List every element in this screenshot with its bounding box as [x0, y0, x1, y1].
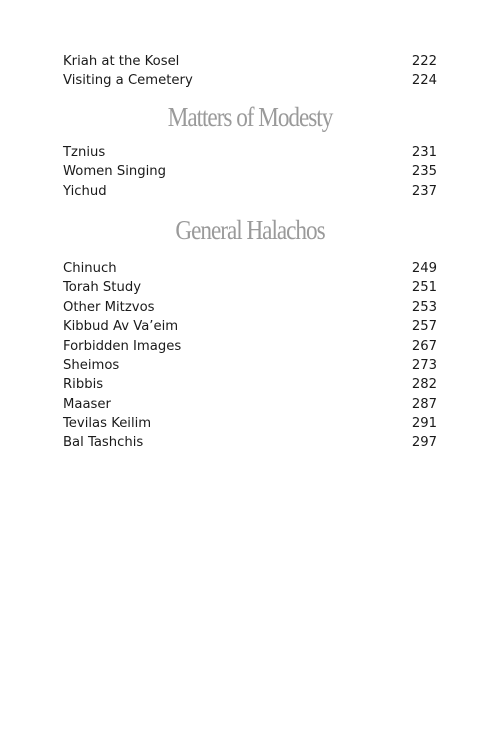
toc-entry	[63, 71, 437, 90]
toc-entry-page: 249	[411, 260, 437, 276]
toc-section-modesty	[63, 143, 437, 201]
toc-entry-page: 297	[411, 435, 437, 451]
toc-entry-title: Kibbud Av Va’eim	[63, 319, 179, 335]
toc-entry	[63, 395, 437, 414]
toc-entry-page: 253	[411, 299, 437, 315]
toc-entry-page: 287	[411, 396, 437, 412]
toc-entry-title: Bal Tashchis	[63, 435, 144, 451]
table-of-contents	[63, 52, 437, 453]
toc-group-top	[63, 52, 437, 91]
toc-entry-title: Tznius	[63, 144, 106, 160]
toc-entry-page: 222	[411, 54, 437, 69]
toc-entry	[63, 143, 437, 162]
toc-entry-title: Sheimos	[63, 357, 120, 373]
toc-entry-page: 224	[411, 73, 437, 89]
toc-entry-page: 257	[411, 319, 437, 335]
toc-entry	[63, 162, 437, 181]
toc-entry-page: 291	[411, 416, 437, 432]
toc-entry-page: 273	[411, 357, 437, 373]
toc-entry-page: 231	[411, 144, 437, 160]
section-heading-general: General Halachos	[175, 214, 325, 245]
toc-entry	[63, 317, 437, 336]
toc-entry-title: Forbidden Images	[63, 338, 182, 354]
toc-entry-page: 282	[411, 377, 437, 393]
toc-entry	[63, 278, 437, 297]
toc-entry	[63, 414, 437, 433]
toc-entry-page: 237	[411, 183, 437, 199]
toc-entry	[63, 298, 437, 317]
toc-entry-page: 235	[411, 164, 437, 180]
toc-entry-title: Tevilas Keilim	[63, 416, 152, 432]
toc-entry-title: Chinuch	[63, 260, 117, 276]
toc-entry	[63, 337, 437, 356]
toc-entry-title: Women Singing	[63, 164, 167, 180]
toc-entry-title: Torah Study	[63, 280, 142, 296]
section-heading-modesty: Matters of Modesty	[167, 101, 333, 132]
toc-entry-title: Yichud	[63, 183, 107, 199]
toc-entry	[63, 375, 437, 394]
toc-section-general	[63, 259, 437, 453]
toc-entry-title: Visiting a Cemetery	[63, 73, 193, 89]
toc-entry-title: Ribbis	[63, 377, 104, 393]
toc-entry-title: Maaser	[63, 396, 111, 412]
toc-entry	[63, 356, 437, 375]
toc-entry-page: 267	[411, 338, 437, 354]
toc-entry	[63, 52, 437, 71]
toc-entry	[63, 182, 437, 201]
toc-entry-title: Other Mitzvos	[63, 299, 155, 315]
toc-entry	[63, 433, 437, 452]
toc-entry	[63, 259, 437, 278]
toc-entry-title: Kriah at the Kosel	[63, 54, 180, 69]
toc-entry-page: 251	[411, 280, 437, 296]
